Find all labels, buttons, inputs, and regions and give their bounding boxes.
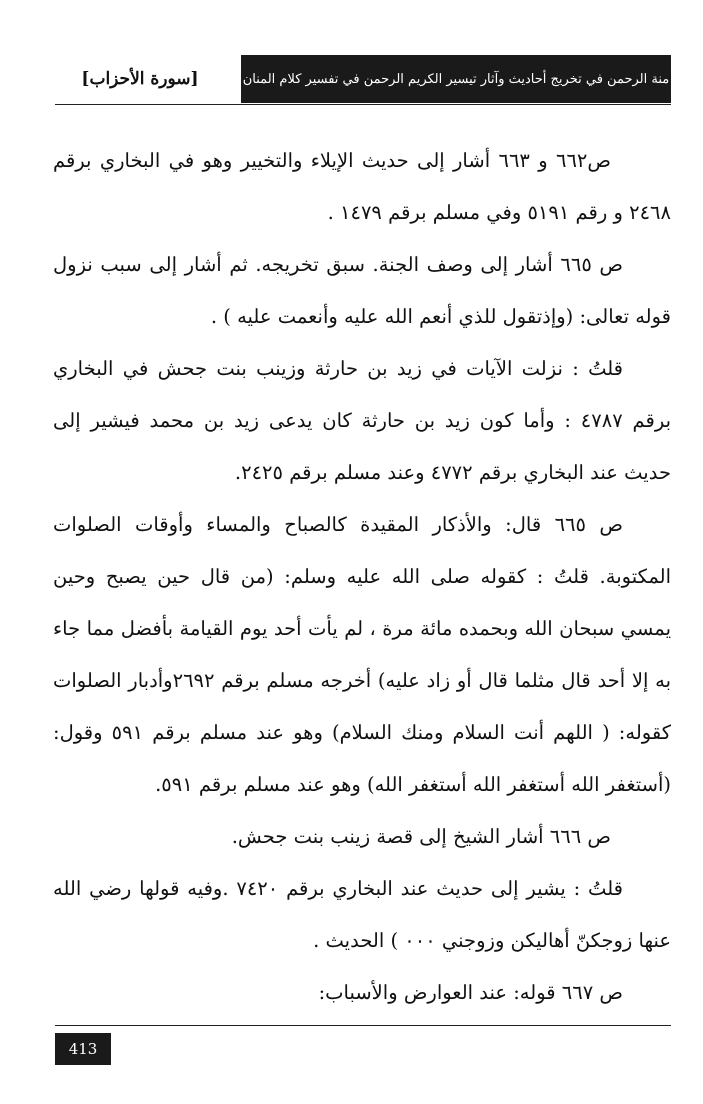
page-body [53, 135, 671, 1019]
header-divider [55, 104, 671, 105]
footer-divider [55, 1025, 671, 1026]
paragraph-7: ص ٦٦٧ قوله: عند العوارض والأسباب: [318, 981, 623, 1004]
paragraph-6: قلتُ : يشير إلى حديث عند البخاري برقم ٧٤٢٠ .وفيه قولها رضي الله عنها زوجكنّ أهاليكن وزوجني ٠٠٠ ) الحديث . [53, 877, 671, 952]
page-number: 413 [55, 1033, 111, 1065]
book-title: منة الرحمن في تخريج أحاديث وآثار تيسير الكريم الرحمن في تفسير كلام المنان [241, 55, 671, 103]
paragraph-4: ص ٦٦٥ قال: والأذكار المقيدة كالصباح والمساء وأوقات الصلوات المكتوبة. قلتُ : كقوله صلى الله عليه وسلم: (من قال حين يصبح وحين يمسي سبحان الله وبحمده مائة مرة ، لم يأت أحد يوم القيامة بأفضل مما جاء به إلا أحد قال مثلما قال أو زاد عليه) أخرجه مسلم برقم ٢٦٩٢وأدبار الصلوات كقوله: ( اللهم أنت السلام ومنك السلام) وهو عند مسلم برقم ٥٩١ وقول:(أستغفر الله أستغفر الله أستغفر الله) وهو عند مسلم برقم ٥٩١. [53, 513, 672, 796]
surah-label: [سورة الأحزاب] [81, 69, 199, 89]
page-header [55, 55, 671, 105]
paragraph-5: ص ٦٦٦ أشار الشيخ إلى قصة زينب بنت جحش. [231, 825, 611, 848]
paragraph-2: ص ٦٦٥ أشار إلى وصف الجنة. سبق تخريجه. ثم أشار إلى سبب نزول قوله تعالى: (وإذتقول للذي أنعم الله عليه وأنعمت عليه ) . [53, 253, 671, 328]
paragraph-1: ص٦٦٢ و ٦٦٣ أشار إلى حديث الإيلاء والتخيير وهو في البخاري برقم ٢٤٦٨ و رقم ٥١٩١ وفي مسلم برقم ١٤٧٩ . [53, 149, 671, 224]
paragraph-3: قلتُ : نزلت الآيات في زيد بن حارثة وزينب بنت جحش في البخاري برقم ٤٧٨٧ : وأما كون زيد بن حارثة كان يدعى زيد بن محمد فيشير إلى حديث عند البخاري برقم ٤٧٧٢ وعند مسلم برقم ٢٤٢٥. [53, 357, 672, 484]
